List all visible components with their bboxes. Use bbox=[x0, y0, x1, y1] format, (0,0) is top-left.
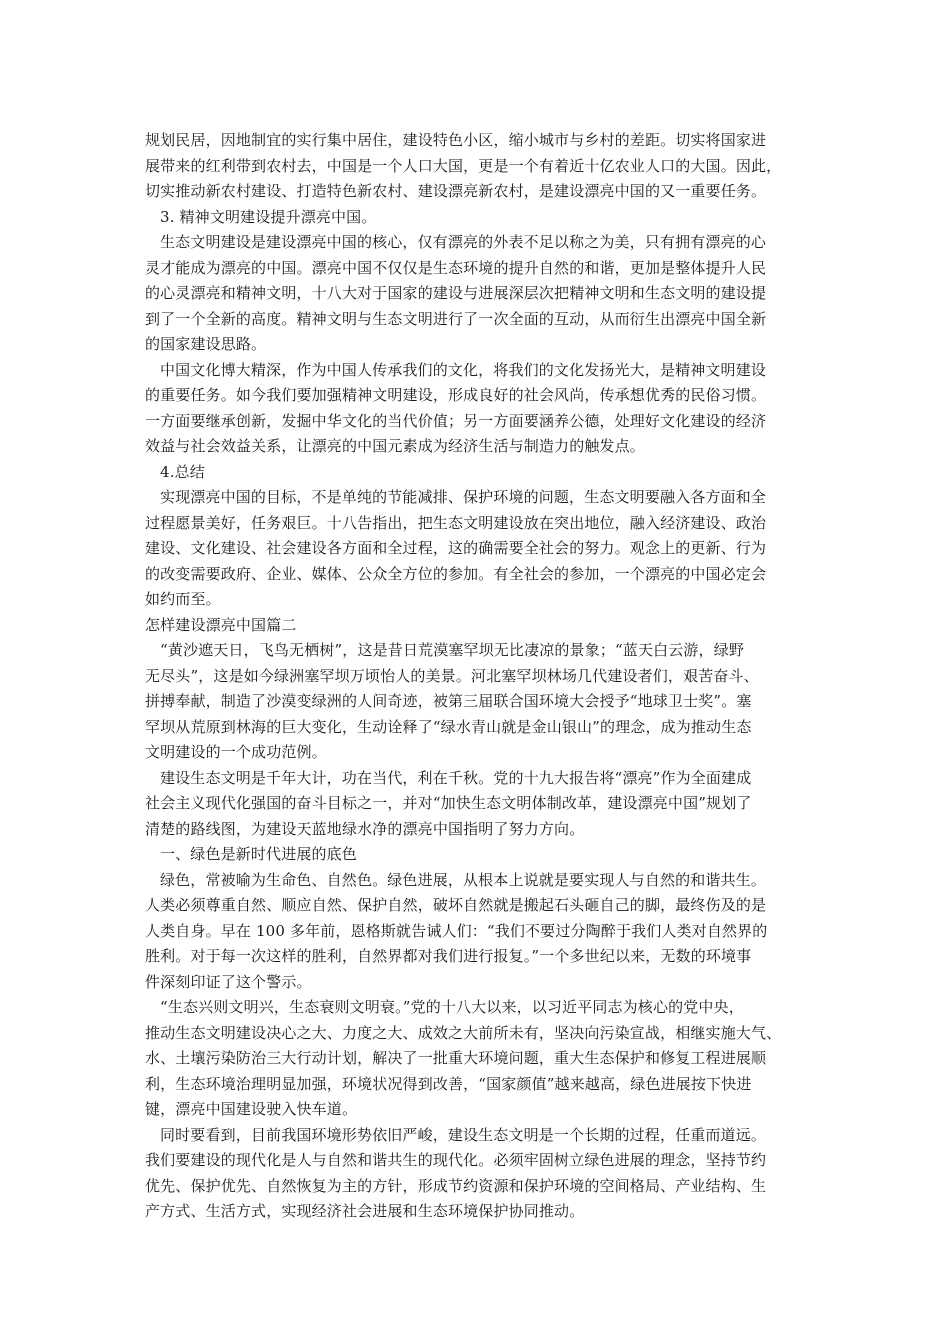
text-line: 产方式、生活方式，实现经济社会进展和生态环境保护协同推动。 bbox=[145, 1202, 585, 1220]
text-line: 到了一个全新的高度。精神文明与生态文明进行了一次全面的互动，从而衍生出漂亮中国全新 bbox=[145, 309, 767, 328]
text-line: “黄沙遮天日，飞鸟无栖树”，这是昔日荒漠塞罕坝无比凄凉的景象；“蓝天白云游，绿野 bbox=[160, 641, 745, 659]
text-line: 3. 精神文明建设提升漂亮中国。 bbox=[160, 207, 377, 226]
text-line: 绿色，常被喻为生命色、自然色。绿色进展，从根本上说就是要实现人与自然的和谐共生。 bbox=[160, 870, 767, 889]
text-line: 件深刻印证了这个警示。 bbox=[145, 972, 312, 991]
text-line: 清楚的路线图，为建设天蓝地绿水净的漂亮中国指明了努力方向。 bbox=[145, 819, 585, 838]
text-line: 推动生态文明建设决心之大、力度之大、成效之大前所未有，坚决向污染宣战，相继实施大气、 bbox=[145, 1023, 782, 1042]
text-line: 人类必须尊重自然、顺应自然、保护自然，破坏自然就是搬起石头砸自己的脚，最终伤及的是 bbox=[145, 896, 767, 914]
text-line: 效益与社会效益关系，让漂亮的中国元素成为经济生活与制造力的触发点。 bbox=[145, 437, 645, 455]
text-line: 胜利。对于每一次这样的胜利，自然界都对我们进行报复。”一个多世纪以来，无数的环境事 bbox=[145, 947, 752, 965]
text-line: 文明建设的一个成功范例。 bbox=[145, 743, 327, 761]
text-line: 展带来的红利带到农村去，中国是一个人口大国，更是一个有着近十亿农业人口的大国。因此， bbox=[145, 156, 782, 175]
text-line: 键，漂亮中国建设驶入快车道。 bbox=[145, 1100, 358, 1118]
text-line: 建设生态文明是千年大计，功在当代，利在千秋。党的十九大报告将“漂亮”作为全面建成 bbox=[160, 768, 752, 787]
text-line: 4.总结 bbox=[160, 462, 205, 481]
text-line: 一方面要继承创新，发掘中华文化的当代价值；另一方面要涵养公德，处理好文化建设的经济 bbox=[145, 411, 767, 430]
text-line: 的重要任务。如今我们要加强精神文明建设，形成良好的社会风尚，传承想优秀的民俗习惯。 bbox=[145, 386, 767, 404]
text-line: 中国文化博大精深，作为中国人传承我们的文化，将我们的文化发扬光大，是精神文明建设 bbox=[160, 360, 767, 379]
text-line: 实现漂亮中国的目标，不是单纯的节能减排、保护环境的问题，生态文明要融入各方面和全 bbox=[160, 488, 767, 506]
text-line: 一、绿色是新时代进展的底色 bbox=[160, 845, 357, 863]
text-line: 同时要看到，目前我国环境形势依旧严峻，建设生态文明是一个长期的过程，任重而道远。 bbox=[160, 1125, 767, 1144]
text-line: 的改变需要政府、企业、媒体、公众全方位的参加。有全社会的参加，一个漂亮的中国必定会 bbox=[145, 564, 767, 583]
text-line: 罕坝从荒原到林海的巨大变化，生动诠释了“绿水青山就是金山银山”的理念，成为推动生态 bbox=[145, 717, 752, 736]
text-line: 水、土壤污染防治三大行动计划，解决了一批重大环境问题，重大生态保护和修复工程进展顺 bbox=[145, 1049, 767, 1067]
text-line: “生态兴则文明兴，生态衰则文明衰。”党的十八大以来，以习近平同志为核心的党中央， bbox=[160, 998, 744, 1016]
text-line: 怎样建设漂亮中国篇二 bbox=[145, 615, 297, 634]
text-line: 利，生态环境治理明显加强，环境状况得到改善，“国家颜值”越来越高，绿色进展按下快进 bbox=[145, 1074, 752, 1093]
text-line: 社会主义现代化强国的奋斗目标之一，并对“加快生态文明体制改革，建设漂亮中国”规划了 bbox=[145, 794, 752, 812]
text-line: 建设、文化建设、社会建设各方面和全过程，这的确需要全社会的努力。观念上的更新、行为 bbox=[145, 539, 767, 557]
text-line: 的国家建设思路。 bbox=[145, 335, 267, 353]
text-line: 我们要建设的现代化是人与自然和谐共生的现代化。必须牢固树立绿色进展的理念，坚持节约 bbox=[145, 1151, 767, 1169]
document-page bbox=[145, 128, 805, 1225]
text-line: 生态文明建设是建设漂亮中国的核心，仅有漂亮的外表不足以称之为美，只有拥有漂亮的心 bbox=[160, 233, 767, 251]
text-line: 灵才能成为漂亮的中国。漂亮中国不仅仅是生态环境的提升自然的和谐，更加是整体提升人民 bbox=[145, 258, 767, 277]
text-line: 优先、保护优先、自然恢复为主的方针，形成节约资源和保护环境的空间格局、产业结构、生 bbox=[145, 1176, 767, 1195]
text-line: 切实推动新农村建设、打造特色新农村、建设漂亮新农村，是建设漂亮中国的又一重要任务。 bbox=[145, 182, 767, 200]
text-line: 无尽头”，这是如今绿洲塞罕坝万顷怡人的美景。河北塞罕坝林场几代建设者们，艰苦奋斗、 bbox=[145, 666, 759, 685]
text-line: 拼搏奉献，制造了沙漠变绿洲的人间奇迹，被第三届联合国环境大会授予“地球卫士奖”。塞 bbox=[145, 692, 752, 710]
text-line: 过程愿景美好，任务艰巨。十八告指出，把生态文明建设放在突出地位，融入经济建设、政治 bbox=[145, 513, 767, 532]
text-line: 如约而至。 bbox=[145, 590, 221, 608]
text-line: 人类自身。早在 100 多年前，恩格斯就告诫人们：“我们不要过分陶醉于我们人类对自然界的 bbox=[145, 921, 768, 940]
text-line: 规划民居，因地制宜的实行集中居住，建设特色小区，缩小城市与乡村的差距。切实将国家进 bbox=[145, 131, 767, 149]
text-line: 的心灵漂亮和精神文明，十八大对于国家的建设与进展深层次把精神文明和生态文明的建设提 bbox=[145, 284, 767, 302]
